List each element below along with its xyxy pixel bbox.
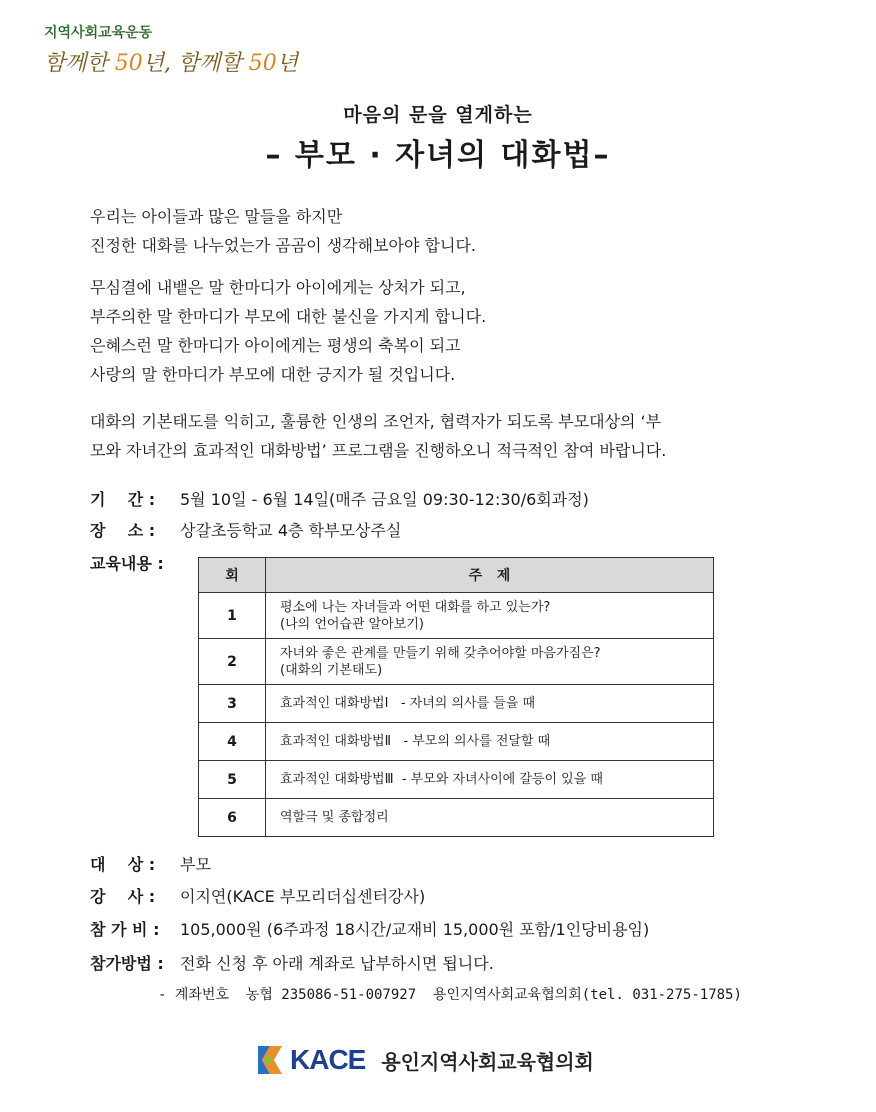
document-title: – 부모 · 자녀의 대화법– (265, 138, 611, 173)
intro-paragraph-3 (90, 407, 810, 465)
document-subtitle: 마음의 문을 열게하는 (343, 104, 533, 126)
table-row (199, 685, 714, 723)
fee-value: 105,000원 (6주과정 18시간/교재비 15,000원 포함/1인당비용임) (180, 920, 650, 939)
curriculum-table (198, 557, 714, 837)
session-topic (266, 685, 714, 723)
period-value: 5월 10일 - 6월 14일(매주 금요일 09:30-12:30/6회과정) (180, 490, 589, 509)
session-topic (266, 799, 714, 837)
table-row (199, 761, 714, 799)
table-row (199, 639, 714, 685)
method-value: 전화 신청 후 아래 계좌로 납부하시면 됩니다. (180, 954, 494, 973)
session-topic (266, 723, 714, 761)
brand-slogan (44, 46, 298, 77)
paragraph-line: 진정한 대화를 나누었는가 곰곰이 생각해보아야 합니다. (90, 236, 477, 255)
session-number: 5 (199, 761, 266, 799)
period-row (90, 487, 589, 510)
footer-logo (254, 1044, 594, 1076)
content-row (90, 551, 180, 574)
intro-paragraph-2 (90, 273, 810, 389)
topic-line: (대화의 기본태도) (280, 662, 383, 678)
target-value: 부모 (180, 855, 211, 874)
paragraph-line: 모와 자녀간의 효과적인 대화방법’ 프로그램을 진행하오니 적극적인 참여 바랍니다. (90, 441, 667, 460)
session-number: 4 (199, 723, 266, 761)
lecturer-row (90, 884, 425, 907)
fee-label: 참 가 비 : (90, 920, 160, 939)
lecturer-value: 이지연(KACE 부모리더십센터강사) (180, 887, 426, 906)
paragraph-line: 우리는 아이들과 많은 말들을 하지만 (90, 207, 343, 226)
session-number: 3 (199, 685, 266, 723)
table-row (199, 723, 714, 761)
topic-line: (나의 언어습관 알아보기) (280, 616, 424, 632)
topic-line: 역할극 및 종합정리 (280, 810, 389, 825)
table-header-row (199, 558, 714, 593)
place-value: 상갈초등학교 4층 학부모상주실 (180, 521, 402, 540)
topic-line: 자녀와 좋은 관계를 만들기 위해 갖추어야할 마음가짐은? (280, 645, 601, 661)
intro-paragraph-1 (90, 202, 810, 260)
slogan-num-a: 50 (114, 51, 143, 76)
content-label: 교육내용 : (90, 554, 164, 573)
slogan-part-a: 함께한 (44, 51, 115, 76)
paragraph-line: 부주의한 말 한마디가 부모에 대한 불신을 가지게 합니다. (90, 307, 487, 326)
topic-line: 효과적인 대화방법Ⅱ - 부모의 의사를 전달할 때 (280, 734, 551, 749)
slogan-part-c: 년 (276, 51, 299, 76)
session-number: 6 (199, 799, 266, 837)
session-topic (266, 761, 714, 799)
paragraph-line: 대화의 기본태도를 익히고, 훌륭한 인생의 조언자, 협력자가 되도록 부모대상의 ‘부 (90, 412, 662, 431)
account-info: - 계좌번호 농협 235086-51-007927 용인지역사회교육협의회(tel. 031-275-1785) (158, 987, 742, 1003)
paragraph-line: 사랑의 말 한마디가 부모에 대한 긍지가 될 것입니다. (90, 365, 456, 384)
slogan-part-b: 년, 함께할 (142, 51, 249, 76)
method-label: 참가방법 : (90, 954, 164, 973)
lecturer-label: 강 사 : (90, 887, 156, 906)
kace-logo-text: KACE (290, 1044, 366, 1075)
place-row (90, 518, 401, 541)
slogan-num-b: 50 (248, 51, 277, 76)
brand-tagline: 지역사회교육운동 (44, 25, 153, 41)
table-row (199, 799, 714, 837)
method-row (90, 951, 494, 974)
session-number: 2 (199, 639, 266, 685)
topic-line: 효과적인 대화방법Ⅰ - 자녀의 의사를 들을 때 (280, 696, 536, 711)
topic-line: 효과적인 대화방법Ⅲ - 부모와 자녀사이에 갈등이 있을 때 (280, 772, 603, 787)
place-label: 장 소 : (90, 521, 156, 540)
topic-line: 평소에 나는 자녀들과 어떤 대화를 하고 있는가? (280, 599, 551, 615)
paragraph-line: 은혜스런 말 한마디가 아이에게는 평생의 축복이 되고 (90, 336, 461, 355)
fee-row (90, 917, 649, 940)
session-topic (266, 593, 714, 639)
kace-logo-icon (254, 1044, 284, 1076)
brand-header (44, 22, 298, 77)
organization-name: 용인지역사회교육협의회 (381, 1049, 594, 1074)
target-row (90, 852, 211, 875)
paragraph-line: 무심결에 내뱉은 말 한마디가 아이에게는 상처가 되고, (90, 278, 466, 297)
header-topic: 주 제 (266, 558, 714, 593)
header-session: 회 (199, 558, 266, 593)
period-label: 기 간 : (90, 490, 156, 509)
session-number: 1 (199, 593, 266, 639)
session-topic (266, 639, 714, 685)
table-row (199, 593, 714, 639)
target-label: 대 상 : (90, 855, 156, 874)
